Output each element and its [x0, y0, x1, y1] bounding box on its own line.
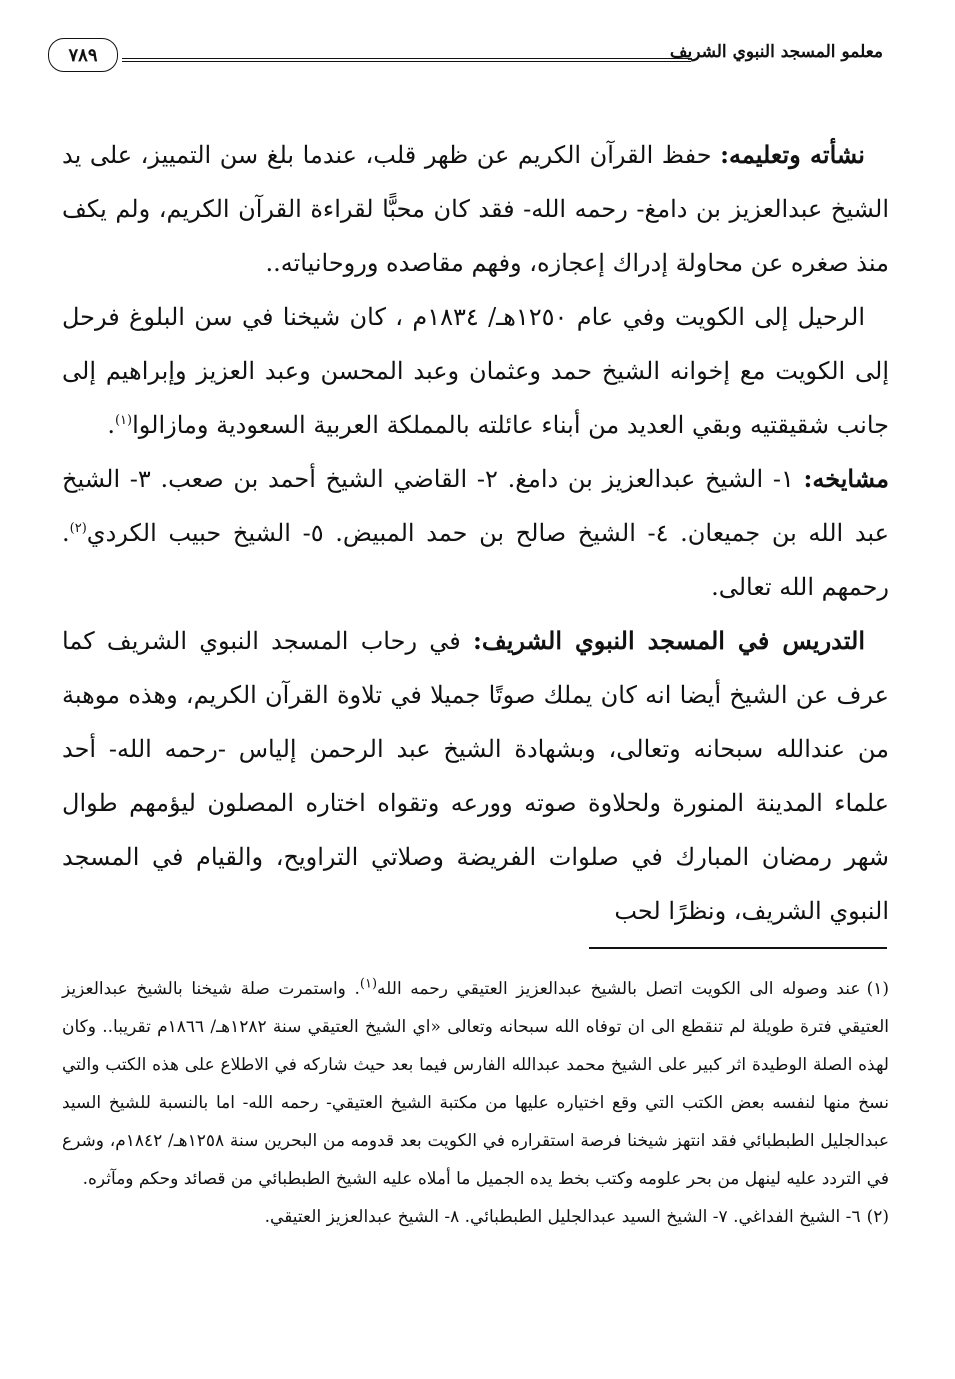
paragraph-teachers [62, 452, 889, 614]
paragraph-upbringing [62, 128, 889, 290]
footnote-2 [62, 1198, 889, 1236]
footnote-number: (١) [866, 979, 889, 999]
footnote-text: ٦- الشيخ الفداغي. ٧- الشيخ السيد عبدالجليل الطبطبائي. ٨- الشيخ عبدالعزيز العتيقي. [264, 1207, 861, 1227]
paragraph-text: ١- الشيخ عبدالعزيز بن دامغ. ٢- القاضي الشيخ أحمد بن صعب. ٣- الشيخ عبد الله بن جميعان. ٤- الشيخ صالح بن حمد المبيض. ٥- الشيخ حبيب الكردي [62, 465, 889, 547]
footnote-text-continued: . واستمرت صلة شيخنا بالشيخ عبدالعزيز العتيقي فترة طويلة لم تنقطع الى ان توفاه الله سبحانه وتعالى «اي الشيخ العتيقي سنة ١٢٨٢هـ/ ١٨٦٦م تقريبا.. وكان لهذه الصلة الوطيدة اثر كبير على الشيخ محمد عبدالله الفارس فيما بعد حيث شاركه في الاطلاع على هذه الكتب والتي نسخ منها لنفسه بعض الكتب التي وقع اختياره عليها من مكتبة الشيخ العتيقي- رحمه الله- اما بالنسبة للشيخ السيد عبدالجليل الطبطبائي فقد انتهز شيخنا فرصة استقراره في الكويت بعد قدومه من البحرين سنة ١٢٥٨هـ/ ١٨٤٢م، وشرع في التردد عليه لينهل من بحر علومه وكتب بخط يده الجميل ما أملاه عليه الشيخ الطبطبائي من قصائد وحكم ومآثره. [62, 979, 890, 1189]
paragraph-text: في رحاب المسجد النبوي الشريف كما عرف عن الشيخ أيضا انه كان يملك صوتًا جميلا في تلاوة القرآن الكريم، وهذه موهبة من عندالله سبحانه وتعالى، وبشهادة الشيخ عبد الرحمن إلياس -رحمه الله- أحد علماء المدينة المنورة ولحلاوة صوته وورعه وتقواه اختاره المصلون ليؤمهم طوال شهر رمضان المبارك في صلوات الفريضة وصلاتي التراويح، والقيام في المسجد النبوي الشريف، ونظرًا لحب [62, 627, 889, 925]
paragraph-end: . [107, 411, 115, 439]
footnote-reference: (٢) [69, 521, 87, 536]
footnotes [62, 970, 889, 1236]
footnote-text: عند وصوله الى الكويت اتصل بالشيخ عبدالعزيز العتيقي رحمه الله [377, 979, 861, 999]
main-text [62, 128, 889, 938]
paragraph-heading: مشايخه: [803, 464, 890, 493]
paragraph-heading: نشأته وتعليمه: [720, 140, 865, 169]
footnote-separator [589, 947, 887, 949]
footnote-reference: (١) [359, 976, 378, 992]
header-title: معلمو المسجد النبوي الشريف [669, 42, 883, 62]
running-header [48, 36, 883, 76]
footnote-number: (٢) [866, 1207, 889, 1227]
page-number: ٧٨٩ [48, 38, 118, 72]
paragraph-text: حفظ القرآن الكريم عن ظهر قلب، عندما بلغ سن التمييز، على يد الشيخ عبدالعزيز بن دامغ- رحمه الله- فقد كان محبًّا لقراءة القرآن الكريم، ولم يكف منذ صغره عن محاولة إدراك إعجازه، وفهم مقاصده وروحانياته.. [62, 141, 889, 277]
paragraph-text: الرحيل إلى الكويت وفي عام ١٢٥٠هـ/ ١٨٣٤م ، كان شيخنا في سن البلوغ فرحل إلى الكويت مع إخوانه الشيخ حمد وعثمان وعبد المحسن وعبد العزيز وإبراهيم إلى جانب شقيقتيه وبقي العديد من أبناء عائلته بالمملكة العربية السعودية ومازالوا [62, 303, 889, 439]
paragraph-heading: التدريس في المسجد النبوي الشريف: [472, 626, 866, 655]
footnote-reference: (١) [114, 413, 133, 428]
paragraph-travel [62, 290, 889, 452]
paragraph-end: . رحمهم الله تعالى. [62, 519, 889, 601]
paragraph-teaching [62, 614, 889, 938]
header-rule [122, 58, 691, 62]
footnote-1 [62, 970, 889, 1198]
